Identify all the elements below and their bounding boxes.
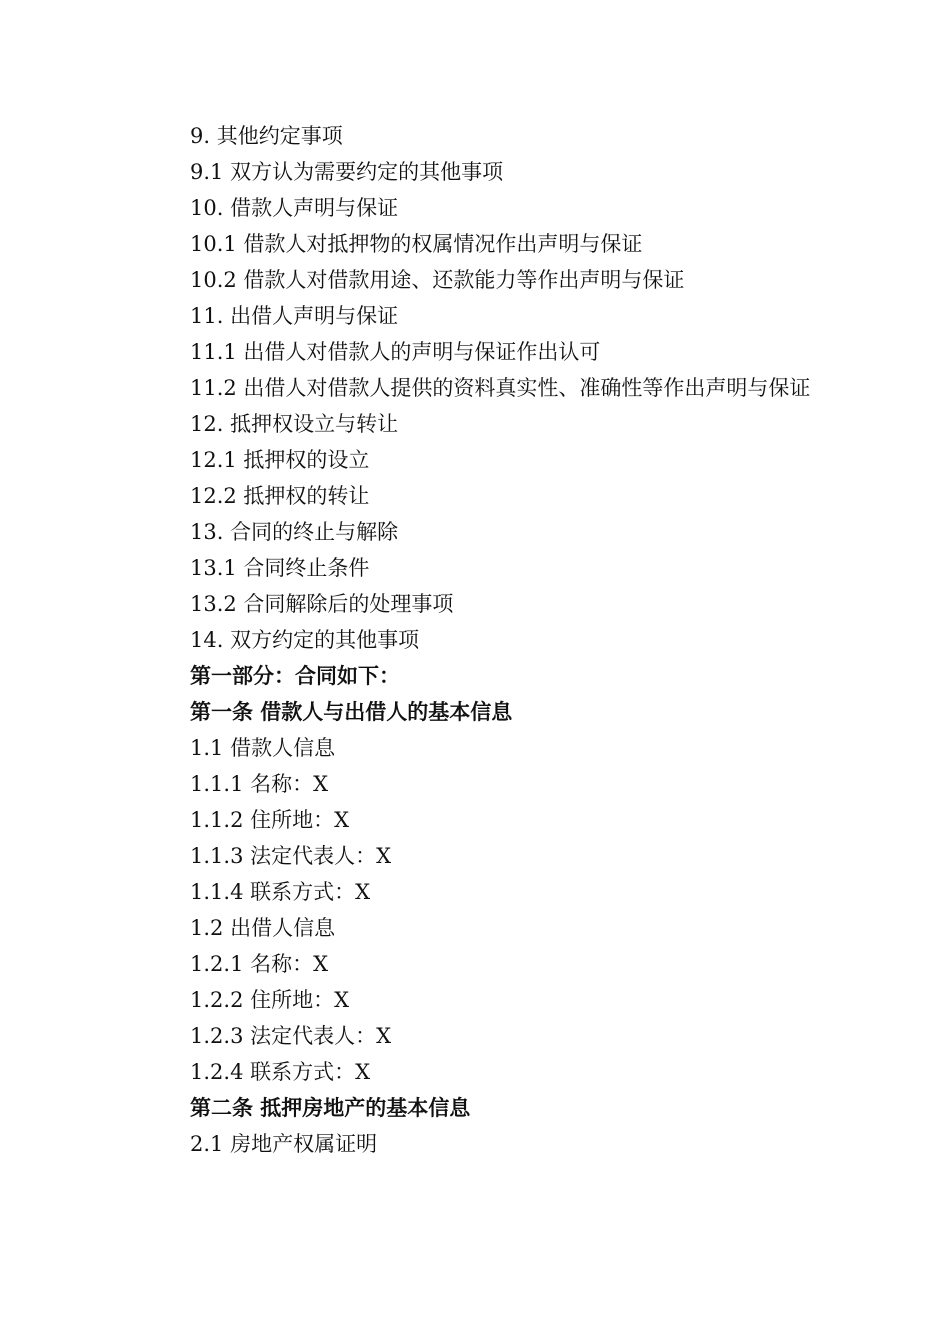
toc-subitem: 12.1 抵押权的设立 bbox=[190, 448, 370, 472]
toc-subitem: 12.2 抵押权的转让 bbox=[190, 484, 370, 508]
toc-subitem: 9.1 双方认为需要约定的其他事项 bbox=[190, 160, 504, 184]
toc-subitem: 13.1 合同终止条件 bbox=[190, 556, 370, 580]
toc-item: 13. 合同的终止与解除 bbox=[190, 520, 399, 544]
clause-field: 1.2.1 名称：X bbox=[190, 952, 329, 976]
toc-subitem: 11.2 出借人对借款人提供的资料真实性、准确性等作出声明与保证 bbox=[190, 376, 811, 400]
clause-field: 1.2.4 联系方式：X bbox=[190, 1060, 371, 1084]
document-body bbox=[144, 118, 814, 1162]
toc-subitem: 10.1 借款人对抵押物的权属情况作出声明与保证 bbox=[190, 232, 643, 256]
article-heading: 第一条 借款人与出借人的基本信息 bbox=[190, 700, 513, 724]
toc-item: 9. 其他约定事项 bbox=[190, 124, 343, 148]
toc-subitem: 13.2 合同解除后的处理事项 bbox=[190, 592, 454, 616]
toc-item: 12. 抵押权设立与转让 bbox=[190, 412, 399, 436]
clause-item: 1.2 出借人信息 bbox=[190, 916, 336, 940]
toc-subitem: 11.1 出借人对借款人的声明与保证作出认可 bbox=[190, 340, 601, 364]
clause-field: 1.1.3 法定代表人：X bbox=[190, 844, 392, 868]
clause-field: 1.2.3 法定代表人：X bbox=[190, 1024, 392, 1048]
toc-subitem: 10.2 借款人对借款用途、还款能力等作出声明与保证 bbox=[190, 268, 685, 292]
toc-item: 14. 双方约定的其他事项 bbox=[190, 628, 420, 652]
clause-field: 1.1.1 名称：X bbox=[190, 772, 329, 796]
section-heading: 第一部分：合同如下： bbox=[190, 664, 400, 688]
clause-field: 1.1.2 住所地：X bbox=[190, 808, 350, 832]
article-heading: 第二条 抵押房地产的基本信息 bbox=[190, 1096, 471, 1120]
clause-field: 1.1.4 联系方式：X bbox=[190, 880, 371, 904]
toc-item: 11. 出借人声明与保证 bbox=[190, 304, 399, 328]
clause-field: 1.2.2 住所地：X bbox=[190, 988, 350, 1012]
clause-item: 2.1 房地产权属证明 bbox=[190, 1132, 378, 1156]
clause-item: 1.1 借款人信息 bbox=[190, 736, 336, 760]
toc-item: 10. 借款人声明与保证 bbox=[190, 196, 399, 220]
